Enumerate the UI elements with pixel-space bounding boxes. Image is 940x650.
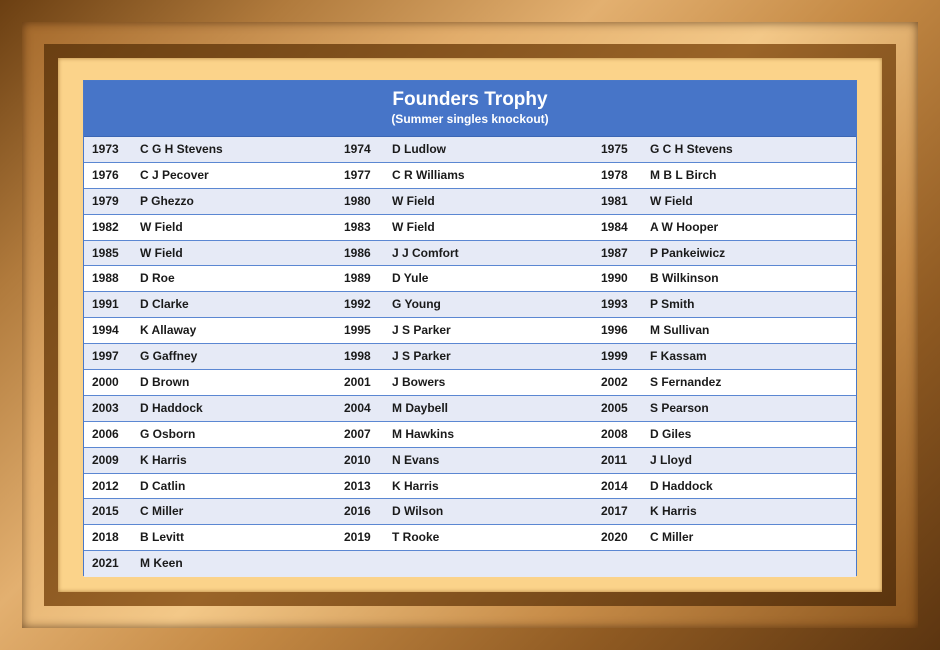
year-cell: 2002: [601, 375, 628, 390]
trophy-table: [83, 80, 857, 576]
winner-cell: D Giles: [650, 426, 692, 441]
table-row: [84, 525, 856, 551]
year-cell: 1977: [344, 167, 371, 182]
table-row: [84, 292, 856, 318]
winner-cell: D Ludlow: [392, 142, 446, 156]
table-row: [84, 551, 856, 577]
table-row: [84, 499, 856, 525]
winner-cell: M B L Birch: [650, 167, 717, 182]
year-cell: 2009: [92, 452, 119, 467]
winner-cell: G C H Stevens: [650, 142, 733, 156]
year-cell: 1983: [344, 219, 371, 234]
year-cell: 2013: [344, 478, 371, 493]
year-cell: 1984: [601, 219, 628, 234]
winner-cell: K Harris: [140, 452, 187, 467]
winner-cell: J S Parker: [392, 349, 451, 364]
winner-cell: G Young: [392, 297, 441, 312]
winner-cell: W Field: [140, 245, 183, 260]
year-cell: 2007: [344, 426, 371, 441]
winner-cell: J S Parker: [392, 323, 451, 338]
year-cell: 1985: [92, 245, 119, 260]
year-cell: 1978: [601, 167, 628, 182]
year-cell: 2014: [601, 478, 628, 493]
year-cell: 2011: [601, 452, 628, 467]
table-row: [84, 163, 856, 189]
winner-cell: C Miller: [650, 530, 694, 545]
year-cell: 2019: [344, 530, 371, 545]
year-cell: 2006: [92, 426, 119, 441]
year-cell: 1988: [92, 271, 119, 286]
year-cell: 1982: [92, 219, 119, 234]
table-row: [84, 241, 856, 267]
table-row: [84, 448, 856, 474]
table-row: [84, 318, 856, 344]
year-cell: 1979: [92, 193, 119, 208]
year-cell: 2018: [92, 530, 119, 545]
winner-cell: M Sullivan: [650, 323, 710, 338]
winner-cell: J Lloyd: [650, 452, 693, 467]
year-cell: 1974: [344, 142, 371, 156]
winner-cell: G Gaffney: [140, 349, 198, 364]
winner-cell: K Harris: [650, 504, 697, 519]
year-cell: 1990: [601, 271, 628, 286]
winner-cell: C Miller: [140, 504, 184, 519]
winner-cell: S Fernandez: [650, 375, 722, 390]
winner-cell: S Pearson: [650, 400, 709, 415]
winner-cell: P Smith: [650, 297, 695, 312]
winner-cell: M Keen: [140, 556, 183, 571]
year-cell: 1997: [92, 349, 119, 364]
winner-cell: K Harris: [392, 478, 439, 493]
year-cell: 1993: [601, 297, 628, 312]
year-cell: 1999: [601, 349, 628, 364]
year-cell: 1980: [344, 193, 371, 208]
table-row: [84, 344, 856, 370]
table-row: [84, 474, 856, 500]
winner-cell: M Daybell: [392, 400, 449, 415]
year-cell: 1987: [601, 245, 628, 260]
year-cell: 1989: [344, 271, 371, 286]
table-row: [84, 189, 856, 215]
winner-cell: F Kassam: [650, 349, 707, 364]
table-row: [84, 266, 856, 292]
year-cell: 1998: [344, 349, 371, 364]
year-cell: 2015: [92, 504, 119, 519]
winner-cell: B Levitt: [140, 530, 185, 545]
winner-cell: W Field: [392, 193, 435, 208]
winners-list: [84, 137, 856, 577]
winner-cell: A W Hooper: [650, 219, 719, 234]
year-cell: 2020: [601, 530, 628, 545]
winner-cell: N Evans: [392, 452, 440, 467]
page-title: Founders Trophy: [392, 89, 548, 110]
table-row: [84, 370, 856, 396]
year-cell: 2000: [92, 375, 119, 390]
year-cell: 1996: [601, 323, 628, 338]
winner-cell: D Brown: [140, 375, 190, 390]
page-subtitle: (Summer singles knockout): [391, 112, 549, 126]
winner-cell: K Allaway: [140, 323, 197, 338]
winner-cell: D Catlin: [140, 478, 186, 493]
winner-cell: D Haddock: [140, 400, 203, 415]
year-cell: 2001: [344, 375, 371, 390]
table-row: [84, 422, 856, 448]
year-cell: 2010: [344, 452, 371, 467]
year-cell: 2004: [344, 400, 371, 415]
year-cell: 1973: [92, 142, 119, 156]
year-cell: 1976: [92, 167, 119, 182]
winner-cell: D Haddock: [650, 478, 713, 493]
winner-cell: B Wilkinson: [650, 271, 719, 286]
table-row: [84, 137, 856, 163]
year-cell: 2012: [92, 478, 119, 493]
table-header: [84, 81, 856, 137]
winner-cell: D Yule: [392, 271, 429, 286]
winner-cell: T Rooke: [392, 530, 440, 545]
winner-cell: P Ghezzo: [140, 193, 194, 208]
winner-cell: P Pankeiwicz: [650, 245, 726, 260]
year-cell: 1991: [92, 297, 119, 312]
year-cell: 1992: [344, 297, 371, 312]
year-cell: 2003: [92, 400, 119, 415]
year-cell: 1975: [601, 142, 628, 156]
winner-cell: M Hawkins: [392, 426, 455, 441]
winner-cell: W Field: [650, 193, 693, 208]
table-row: [84, 396, 856, 422]
year-cell: 2005: [601, 400, 628, 415]
year-cell: 1995: [344, 323, 371, 338]
year-cell: 2008: [601, 426, 628, 441]
winner-cell: D Roe: [140, 271, 175, 286]
winner-cell: W Field: [140, 219, 183, 234]
winner-cell: J Bowers: [392, 375, 446, 390]
winner-cell: J J Comfort: [392, 245, 459, 260]
winner-cell: C R Williams: [392, 167, 465, 182]
year-cell: 1986: [344, 245, 371, 260]
winner-cell: C G H Stevens: [140, 142, 223, 156]
winner-cell: D Clarke: [140, 297, 189, 312]
winner-cell: D Wilson: [392, 504, 444, 519]
winner-cell: W Field: [392, 219, 435, 234]
winner-cell: C J Pecover: [140, 167, 209, 182]
year-cell: 2021: [92, 556, 119, 571]
year-cell: 1994: [92, 323, 119, 338]
table-row: [84, 215, 856, 241]
year-cell: 1981: [601, 193, 628, 208]
winner-cell: G Osborn: [140, 426, 196, 441]
year-cell: 2017: [601, 504, 628, 519]
year-cell: 2016: [344, 504, 371, 519]
